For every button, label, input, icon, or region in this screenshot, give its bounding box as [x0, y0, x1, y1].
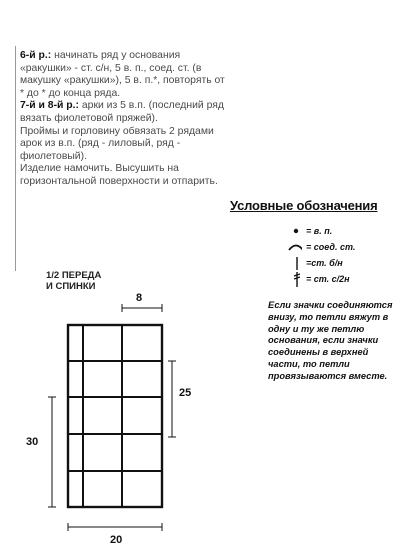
- dim-label-left: 30: [26, 436, 39, 448]
- legend-title: Условные обозначения: [230, 198, 378, 213]
- schema-title-line-2: И СПИНКИ: [46, 281, 96, 292]
- legend-label-chain: = в. п.: [306, 226, 333, 236]
- dim-label-right: 25: [179, 387, 192, 399]
- schema-title-line-1: 1/2 ПЕРЕДА: [46, 270, 102, 281]
- schema-grid: [68, 325, 162, 507]
- dim-label-bottom: 20: [110, 534, 123, 546]
- row-6-text: начинать ряд у основания «ракушки» - ст. с/н, 5 в. п., соед. ст. (в макушку «ракушки»), 5 в. п.*, повторять от * до * до конца ряда.: [20, 50, 225, 99]
- armholes-paragraph: Проймы и горловину обвязать 2 рядами арок из в.п. (ряд - лиловый, ряд - фиолетовый).: [20, 125, 214, 162]
- legend-label-single-crochet: =ст. б/н: [306, 258, 343, 268]
- row-7-8-label: 7-й и 8-й р.:: [20, 100, 79, 112]
- finish-paragraph: Изделие намочить. Высушить на горизонтальной поверхности и отпарить.: [20, 163, 218, 187]
- row-6-label: 6-й р.:: [20, 50, 52, 61]
- dim-label-top: 8: [136, 292, 143, 304]
- legend-label-slip-stitch: = соед. ст.: [306, 242, 356, 252]
- legend-label-half-double-crochet: = ст. с/2н: [306, 274, 350, 284]
- row-7-8-text: арки из 5 в.п. (последний ряд вязать фиолетовой пряжей).: [20, 100, 224, 124]
- legend-note: Если значки соединяются внизу, то петли вяжут в одну и ту же петлю основания, если значки соединены в верхней части, то петли провязываются вместе.: [268, 300, 393, 381]
